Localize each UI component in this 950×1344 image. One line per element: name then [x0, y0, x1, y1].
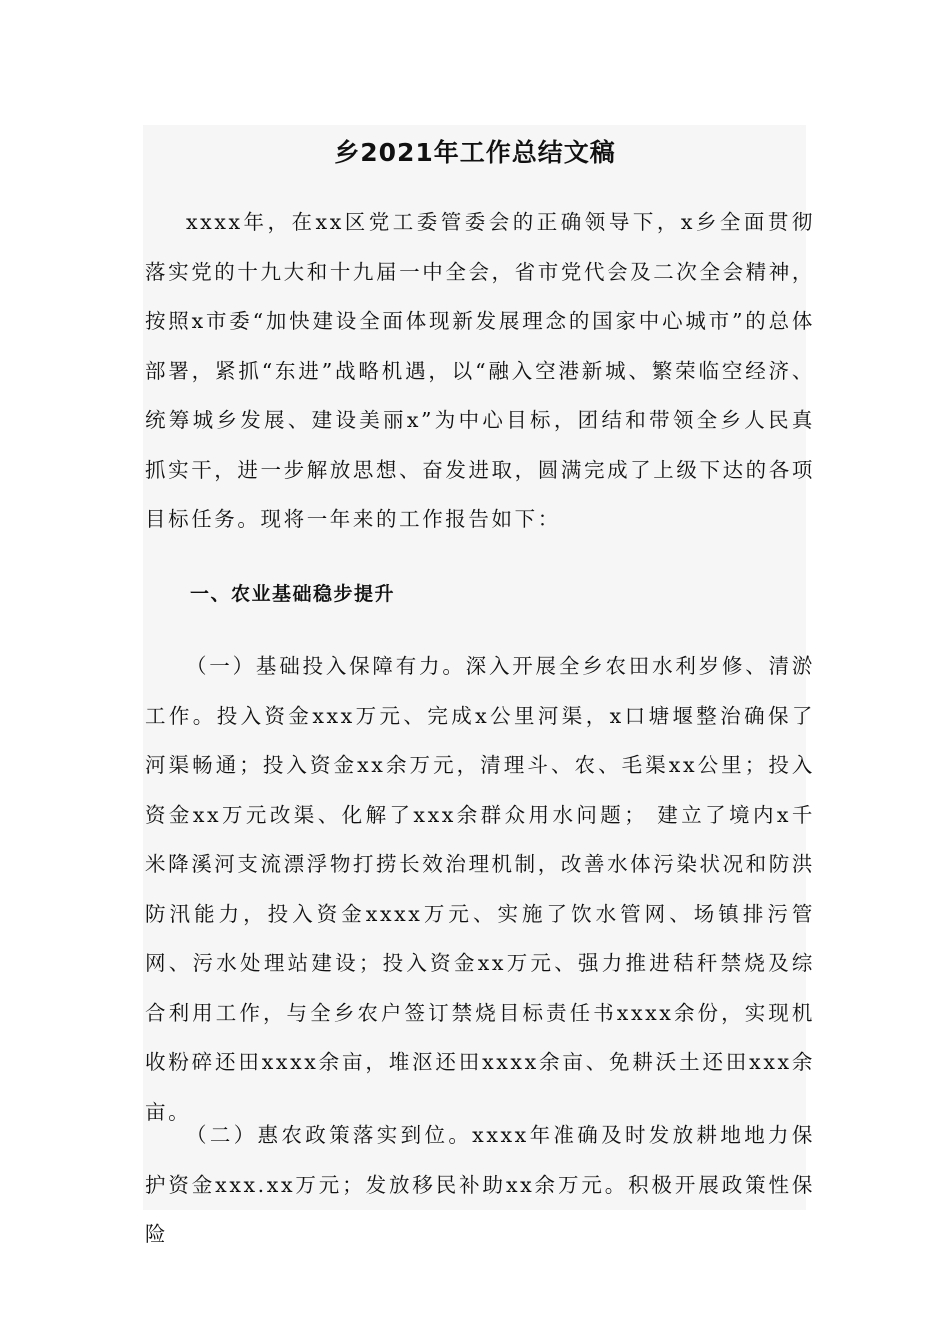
- body-paragraph-1: （一）基础投入保障有力。深入开展全乡农田水利岁修、清淤工作。投入资金xxx万元、完成x公里河渠，x口塘堰整治确保了河渠畅通；投入资金xx余万元，清理斗、农、毛渠xx公里；投入资金xx万元改渠、化解了xxx余群众用水问题； 建立了境内x千米降溪河支流漂浮物打捞长效治理机制，改善水体污染状况和防洪防汛能力，投入资金xxxx万元、实施了饮水管网、场镇排污管网、污水处理站建设；投入资金xx万元、强力推进秸秆禁烧及综合利用工作，与全乡农户签订禁烧目标责任书xxxx余份，实现机收粉碎还田xxxx余亩，堆沤还田xxxx余亩、免耕沃土还田xxx余亩。: [145, 654, 815, 1124]
- intro-paragraph: xxxx年，在xx区党工委管委会的正确领导下，x乡全面贯彻落实党的十九大和十九届一中全会，省市党代会及二次全会精神，按照x市委“加快建设全面体现新发展理念的国家中心城市”的总体部署，紧抓“东进”战略机遇，以“融入空港新城、繁荣临空经济、统筹城乡发展、建设美丽x”为中心目标，团结和带领全乡人民真抓实干，进一步解放思想、奋发进取，圆满完成了上级下达的各项目标任务。现将一年来的工作报告如下：: [145, 210, 815, 531]
- document-title: 乡2021年工作总结文稿: [334, 138, 616, 167]
- body-paragraph-2: （二）惠农政策落实到位。xxxx年准确及时发放耕地地力保护资金xxx.xx万元；发放移民补助xx余万元。积极开展政策性保险: [145, 1123, 815, 1246]
- section-heading: 一、农业基础稳步提升: [190, 583, 396, 605]
